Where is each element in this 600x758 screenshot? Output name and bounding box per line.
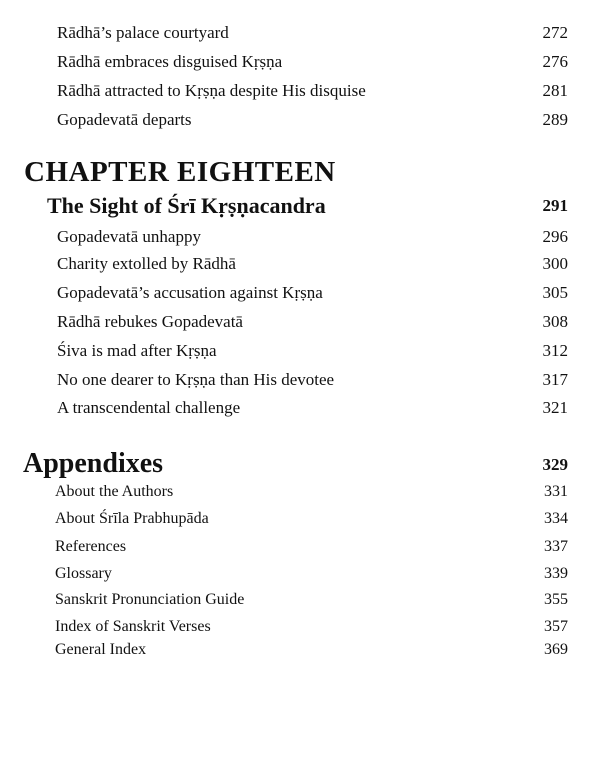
toc-entry xyxy=(0,110,600,136)
chapter-title-row xyxy=(0,193,600,219)
toc-entry-page: 357 xyxy=(544,618,568,635)
chapter-page: 291 xyxy=(542,196,568,215)
toc-entry-title: Sanskrit Pronunciation Guide xyxy=(55,591,245,608)
chapter-title: The Sight of Śrī Kṛṣṇacandra xyxy=(47,193,326,218)
toc-entry-title: Gopadevatā departs xyxy=(57,110,192,129)
toc-entry xyxy=(0,52,600,78)
appendixes-heading: Appendixes xyxy=(23,448,164,479)
appendixes-heading-row xyxy=(0,448,600,482)
toc-entry xyxy=(0,370,600,396)
toc-entry-page: 305 xyxy=(542,283,568,302)
toc-entry-title: Glossary xyxy=(55,565,112,582)
chapter-heading: CHAPTER EIGHTEEN xyxy=(24,156,336,188)
toc-entry-page: 339 xyxy=(544,565,568,582)
toc-entry-title: References xyxy=(55,538,127,555)
toc-entry xyxy=(0,510,600,536)
toc-entry-title: Index of Sanskrit Verses xyxy=(55,618,211,635)
toc-entry-page: 308 xyxy=(542,312,568,331)
toc-entry-title: Gopadevatā unhappy xyxy=(57,227,201,246)
toc-entry xyxy=(0,565,600,591)
toc-entry xyxy=(0,81,600,107)
toc-entry xyxy=(0,312,600,338)
toc-entry-page: 300 xyxy=(542,254,568,273)
toc-entry xyxy=(0,227,600,253)
toc-entry-page: 272 xyxy=(542,23,568,42)
toc-entry-title: Śiva is mad after Kṛṣṇa xyxy=(57,341,217,360)
toc-entry-page: 312 xyxy=(542,341,568,360)
toc-entry-title: A transcendental challenge xyxy=(57,398,241,417)
toc-entry xyxy=(0,591,600,617)
toc-entry-title: General Index xyxy=(55,641,147,658)
toc-entry xyxy=(0,254,600,280)
toc-entry xyxy=(0,641,600,667)
toc-entry xyxy=(0,283,600,309)
toc-entry xyxy=(0,398,600,424)
toc-entry xyxy=(0,341,600,367)
toc-entry-title: Charity extolled by Rādhā xyxy=(57,254,236,273)
toc-entry-title: About Śrīla Prabhupāda xyxy=(55,510,209,527)
toc-entry-title: Rādhā rebukes Gopadevatā xyxy=(57,312,243,331)
toc-entry-page: 355 xyxy=(544,591,568,608)
toc-entry-page: 289 xyxy=(542,110,568,129)
toc-entry-page: 276 xyxy=(542,52,568,71)
toc-entry-page: 317 xyxy=(542,370,568,389)
toc-entry-title: Rādhā’s palace courtyard xyxy=(57,23,229,42)
toc-entry-title: No one dearer to Kṛṣṇa than His devotee xyxy=(57,370,335,389)
toc-entry-title: About the Authors xyxy=(55,483,174,500)
toc-entry-page: 369 xyxy=(544,641,568,658)
toc-entry xyxy=(0,538,600,564)
toc-entry-page: 296 xyxy=(542,227,568,246)
toc-entry-title: Rādhā embraces disguised Kṛṣṇa xyxy=(57,52,283,71)
toc-entry-title: Rādhā attracted to Kṛṣṇa despite His disquise xyxy=(57,81,366,100)
toc-entry-page: 337 xyxy=(544,538,568,555)
toc-entry-title: Gopadevatā’s accusation against Kṛṣṇa xyxy=(57,283,323,302)
toc-entry xyxy=(0,23,600,49)
toc-entry-page: 281 xyxy=(542,81,568,100)
toc-entry-page: 334 xyxy=(544,510,568,527)
toc-entry-page: 321 xyxy=(542,398,568,417)
toc-entry-page: 331 xyxy=(544,483,568,500)
appendixes-page: 329 xyxy=(542,455,568,474)
toc-entry xyxy=(0,483,600,509)
